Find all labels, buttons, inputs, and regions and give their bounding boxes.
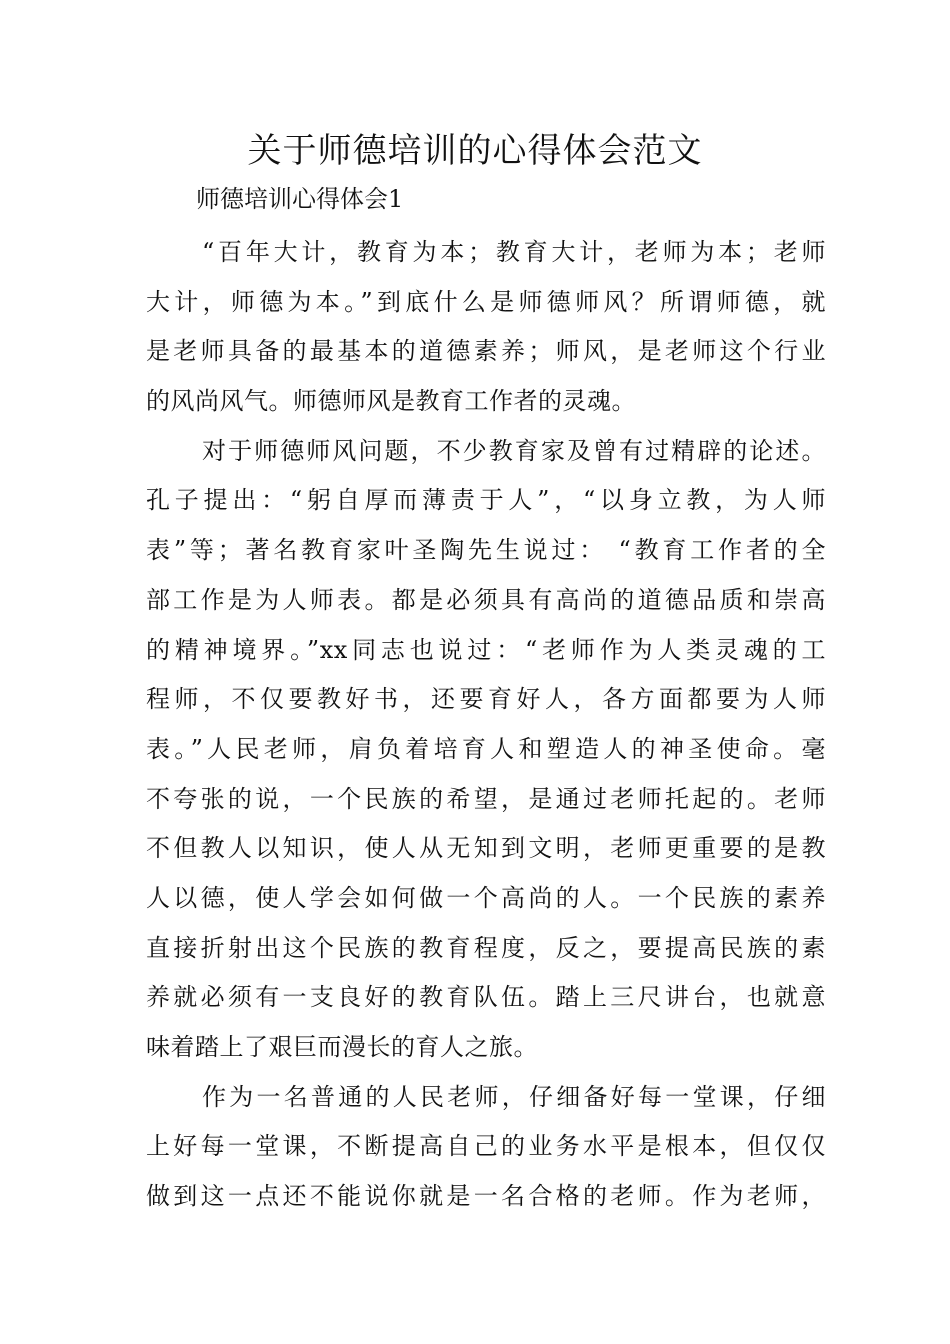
section-heading: 师德培训心得体会1 xyxy=(196,185,404,213)
text-line: 不但教人以知识，使人从无知到文明，老师更重要的是教 xyxy=(146,834,826,863)
text-line: 做到这一点还不能说你就是一名合格的老师。作为老师， xyxy=(146,1182,826,1211)
text-line: 味着踏上了艰巨而漫长的育人之旅。 xyxy=(146,1033,538,1061)
page-title: 关于师德培训的心得体会范文 xyxy=(247,131,703,171)
text-line: 表”等；著名教育家叶圣陶先生说过： “教育工作者的全 xyxy=(146,536,826,565)
paragraph-1 xyxy=(146,228,826,427)
text-line: 养就必须有一支良好的教育队伍。踏上三尺讲台，也就意 xyxy=(146,983,826,1012)
text-line: 表。”人民老师，肩负着培育人和塑造人的神圣使命。毫 xyxy=(146,734,826,763)
text-line: 是老师具备的最基本的道德素养；师风，是老师这个行业 xyxy=(146,337,826,366)
text-line: 大计，师德为本。”到底什么是师德师风？所谓师德，就 xyxy=(146,287,826,316)
text-line: 孔子提出：“躬自厚而薄责于人”，“以身立教，为人师 xyxy=(146,486,826,515)
text-line: 程师，不仅要教好书，还要育好人，各方面都要为人师 xyxy=(146,685,826,714)
text-line: 对于师德师风问题，不少教育家及曾有过精辟的论述。 xyxy=(202,436,826,465)
text-line: 人以德，使人学会如何做一个高尚的人。一个民族的素养 xyxy=(146,883,826,912)
body-text xyxy=(146,228,826,1222)
text-line: 的风尚风气。师德师风是教育工作者的灵魂。 xyxy=(146,387,636,416)
paragraph-3 xyxy=(146,1073,826,1222)
text-line: 不夸张的说，一个民族的希望，是通过老师托起的。老师 xyxy=(146,784,826,813)
text-line: 上好每一堂课，不断提高自己的业务水平是根本，但仅仅 xyxy=(146,1132,826,1161)
paragraph-2 xyxy=(146,427,826,1073)
text-line: 部工作是为人师表。都是必须具有高尚的道德品质和崇高 xyxy=(146,585,826,614)
text-line: 直接折射出这个民族的教育程度，反之，要提高民族的素 xyxy=(146,933,826,962)
text-line: 作为一名普通的人民老师，仔细备好每一堂课，仔细 xyxy=(202,1082,826,1111)
text-line: 的精神境界。”xx同志也说过：“老师作为人类灵魂的工 xyxy=(146,635,826,664)
text-line: “百年大计，教育为本；教育大计，老师为本；老师 xyxy=(202,238,826,266)
